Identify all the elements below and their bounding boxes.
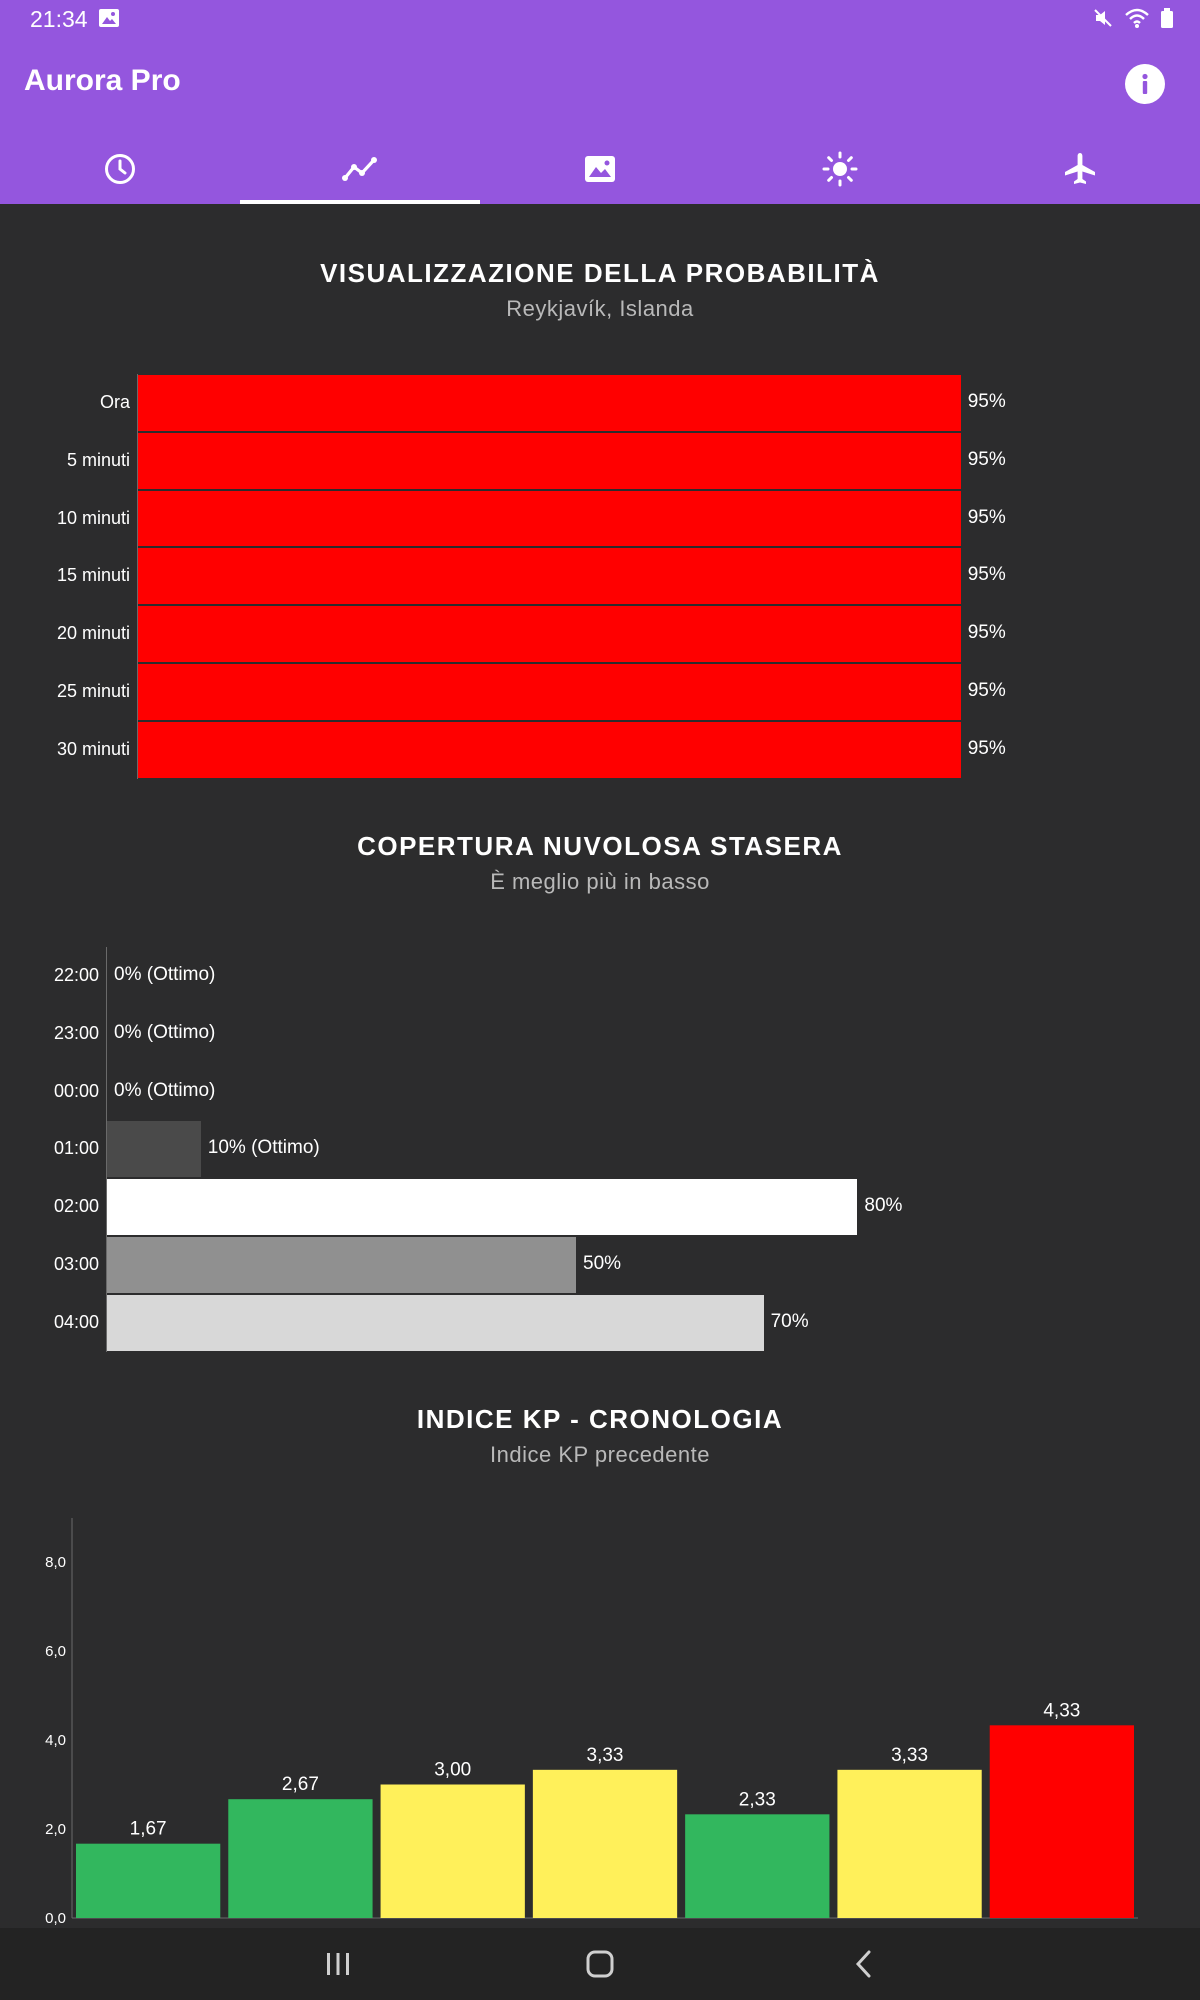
value-label: 95% <box>967 737 1006 759</box>
bar <box>138 491 961 547</box>
bar <box>138 664 961 720</box>
bar <box>533 1770 677 1918</box>
sun-icon <box>822 151 858 187</box>
y-tick-label: 2,0 <box>45 1821 66 1838</box>
back-button[interactable] <box>834 1942 894 1986</box>
probability-subtitle: Reykjavík, Islanda <box>506 296 694 321</box>
bar <box>107 1121 201 1177</box>
value-label: 95% <box>967 622 1006 644</box>
probability-title: VISUALIZZAZIONE DELLA PROBABILITÀ <box>320 258 880 288</box>
info-icon <box>1125 64 1165 104</box>
value-label: 4,33 <box>1043 1700 1081 1722</box>
category-label: 20 minuti <box>56 623 130 644</box>
tab-sun[interactable] <box>720 134 960 204</box>
bar <box>138 433 961 489</box>
tab-trend[interactable] <box>240 134 480 204</box>
value-label: 95% <box>967 506 1006 528</box>
value-label: 95% <box>967 390 1006 412</box>
y-tick-label: 4,0 <box>45 1732 66 1749</box>
tab-clock[interactable] <box>0 134 240 204</box>
status-time: 21:34 <box>30 6 88 32</box>
value-label: 70% <box>770 1310 809 1332</box>
category-label: 10 minuti <box>56 507 130 528</box>
category-label: 03:00 <box>53 1253 99 1274</box>
airplane-icon <box>1062 151 1098 187</box>
bar <box>107 1295 764 1351</box>
mute-icon <box>1092 7 1114 34</box>
bar <box>138 375 961 431</box>
category-label: 30 minuti <box>56 738 130 759</box>
category-label: 01:00 <box>53 1138 99 1159</box>
recent-apps-button[interactable] <box>308 1942 368 1986</box>
category-label: 00:00 <box>53 1080 99 1101</box>
image-icon <box>583 154 617 184</box>
value-label: 95% <box>967 679 1006 701</box>
home-icon <box>585 1950 615 1978</box>
category-label: 15 minuti <box>56 565 130 586</box>
category-label: 22:00 <box>53 964 99 985</box>
value-label: 0% (Ottimo) <box>114 1079 216 1101</box>
wifi-icon <box>1124 7 1150 34</box>
y-tick-label: 0,0 <box>45 1910 66 1927</box>
category-label: 5 minuti <box>66 449 130 470</box>
value-label: 2,33 <box>738 1789 776 1811</box>
value-label: 3,33 <box>586 1744 624 1766</box>
value-label: 3,33 <box>891 1744 929 1766</box>
y-tick-label: 8,0 <box>45 1554 66 1571</box>
home-button[interactable] <box>570 1942 630 1986</box>
system-nav-bar <box>0 1928 1200 2000</box>
info-button[interactable] <box>1125 64 1165 104</box>
value-label: 2,67 <box>281 1774 319 1796</box>
bar <box>138 548 961 604</box>
kp-history-chart <box>0 1500 1200 1940</box>
app-bar <box>0 0 1200 204</box>
bar <box>107 1237 576 1293</box>
kp-title: INDICE KP - CRONOLOGIA <box>416 1404 784 1434</box>
value-label: 95% <box>967 564 1006 586</box>
tab-airplane[interactable] <box>960 134 1200 204</box>
status-bar <box>0 0 1200 38</box>
bar <box>381 1785 525 1919</box>
status-right-icons <box>1092 7 1174 34</box>
value-label: 3,00 <box>434 1759 472 1781</box>
bar <box>76 1844 220 1918</box>
bar <box>990 1725 1134 1918</box>
kp-subtitle: Indice KP precedente <box>490 1442 710 1467</box>
bar <box>837 1770 981 1918</box>
trend-chart-icon <box>341 154 379 184</box>
y-tick-label: 6,0 <box>45 1643 66 1660</box>
category-label: 25 minuti <box>56 680 130 701</box>
back-icon <box>852 1949 876 1979</box>
value-label: 0% (Ottimo) <box>114 963 216 985</box>
bar <box>107 1179 857 1235</box>
tab-bar <box>0 134 1200 204</box>
category-label: 04:00 <box>53 1311 99 1332</box>
clock-icon <box>103 152 137 186</box>
category-label: Ora <box>99 391 130 412</box>
gallery-notification-icon <box>98 8 120 33</box>
recent-apps-icon <box>323 1951 353 1977</box>
value-label: 0% (Ottimo) <box>114 1021 216 1043</box>
category-label: 23:00 <box>53 1022 99 1043</box>
value-label: 50% <box>583 1252 622 1274</box>
value-label: 10% (Ottimo) <box>207 1137 320 1159</box>
app-title: Aurora Pro <box>24 64 181 97</box>
clouds-title: COPERTURA NUVOLOSA STASERA <box>357 831 843 861</box>
bar <box>138 722 961 778</box>
category-label: 02:00 <box>53 1196 99 1217</box>
tab-image[interactable] <box>480 134 720 204</box>
bar <box>138 606 961 662</box>
bar <box>685 1814 829 1918</box>
value-label: 1,67 <box>129 1818 167 1840</box>
value-label: 95% <box>967 448 1006 470</box>
bar <box>228 1799 372 1918</box>
value-label: 80% <box>864 1195 903 1217</box>
battery-icon <box>1160 7 1174 34</box>
clouds-subtitle: È meglio più in basso <box>490 869 710 894</box>
